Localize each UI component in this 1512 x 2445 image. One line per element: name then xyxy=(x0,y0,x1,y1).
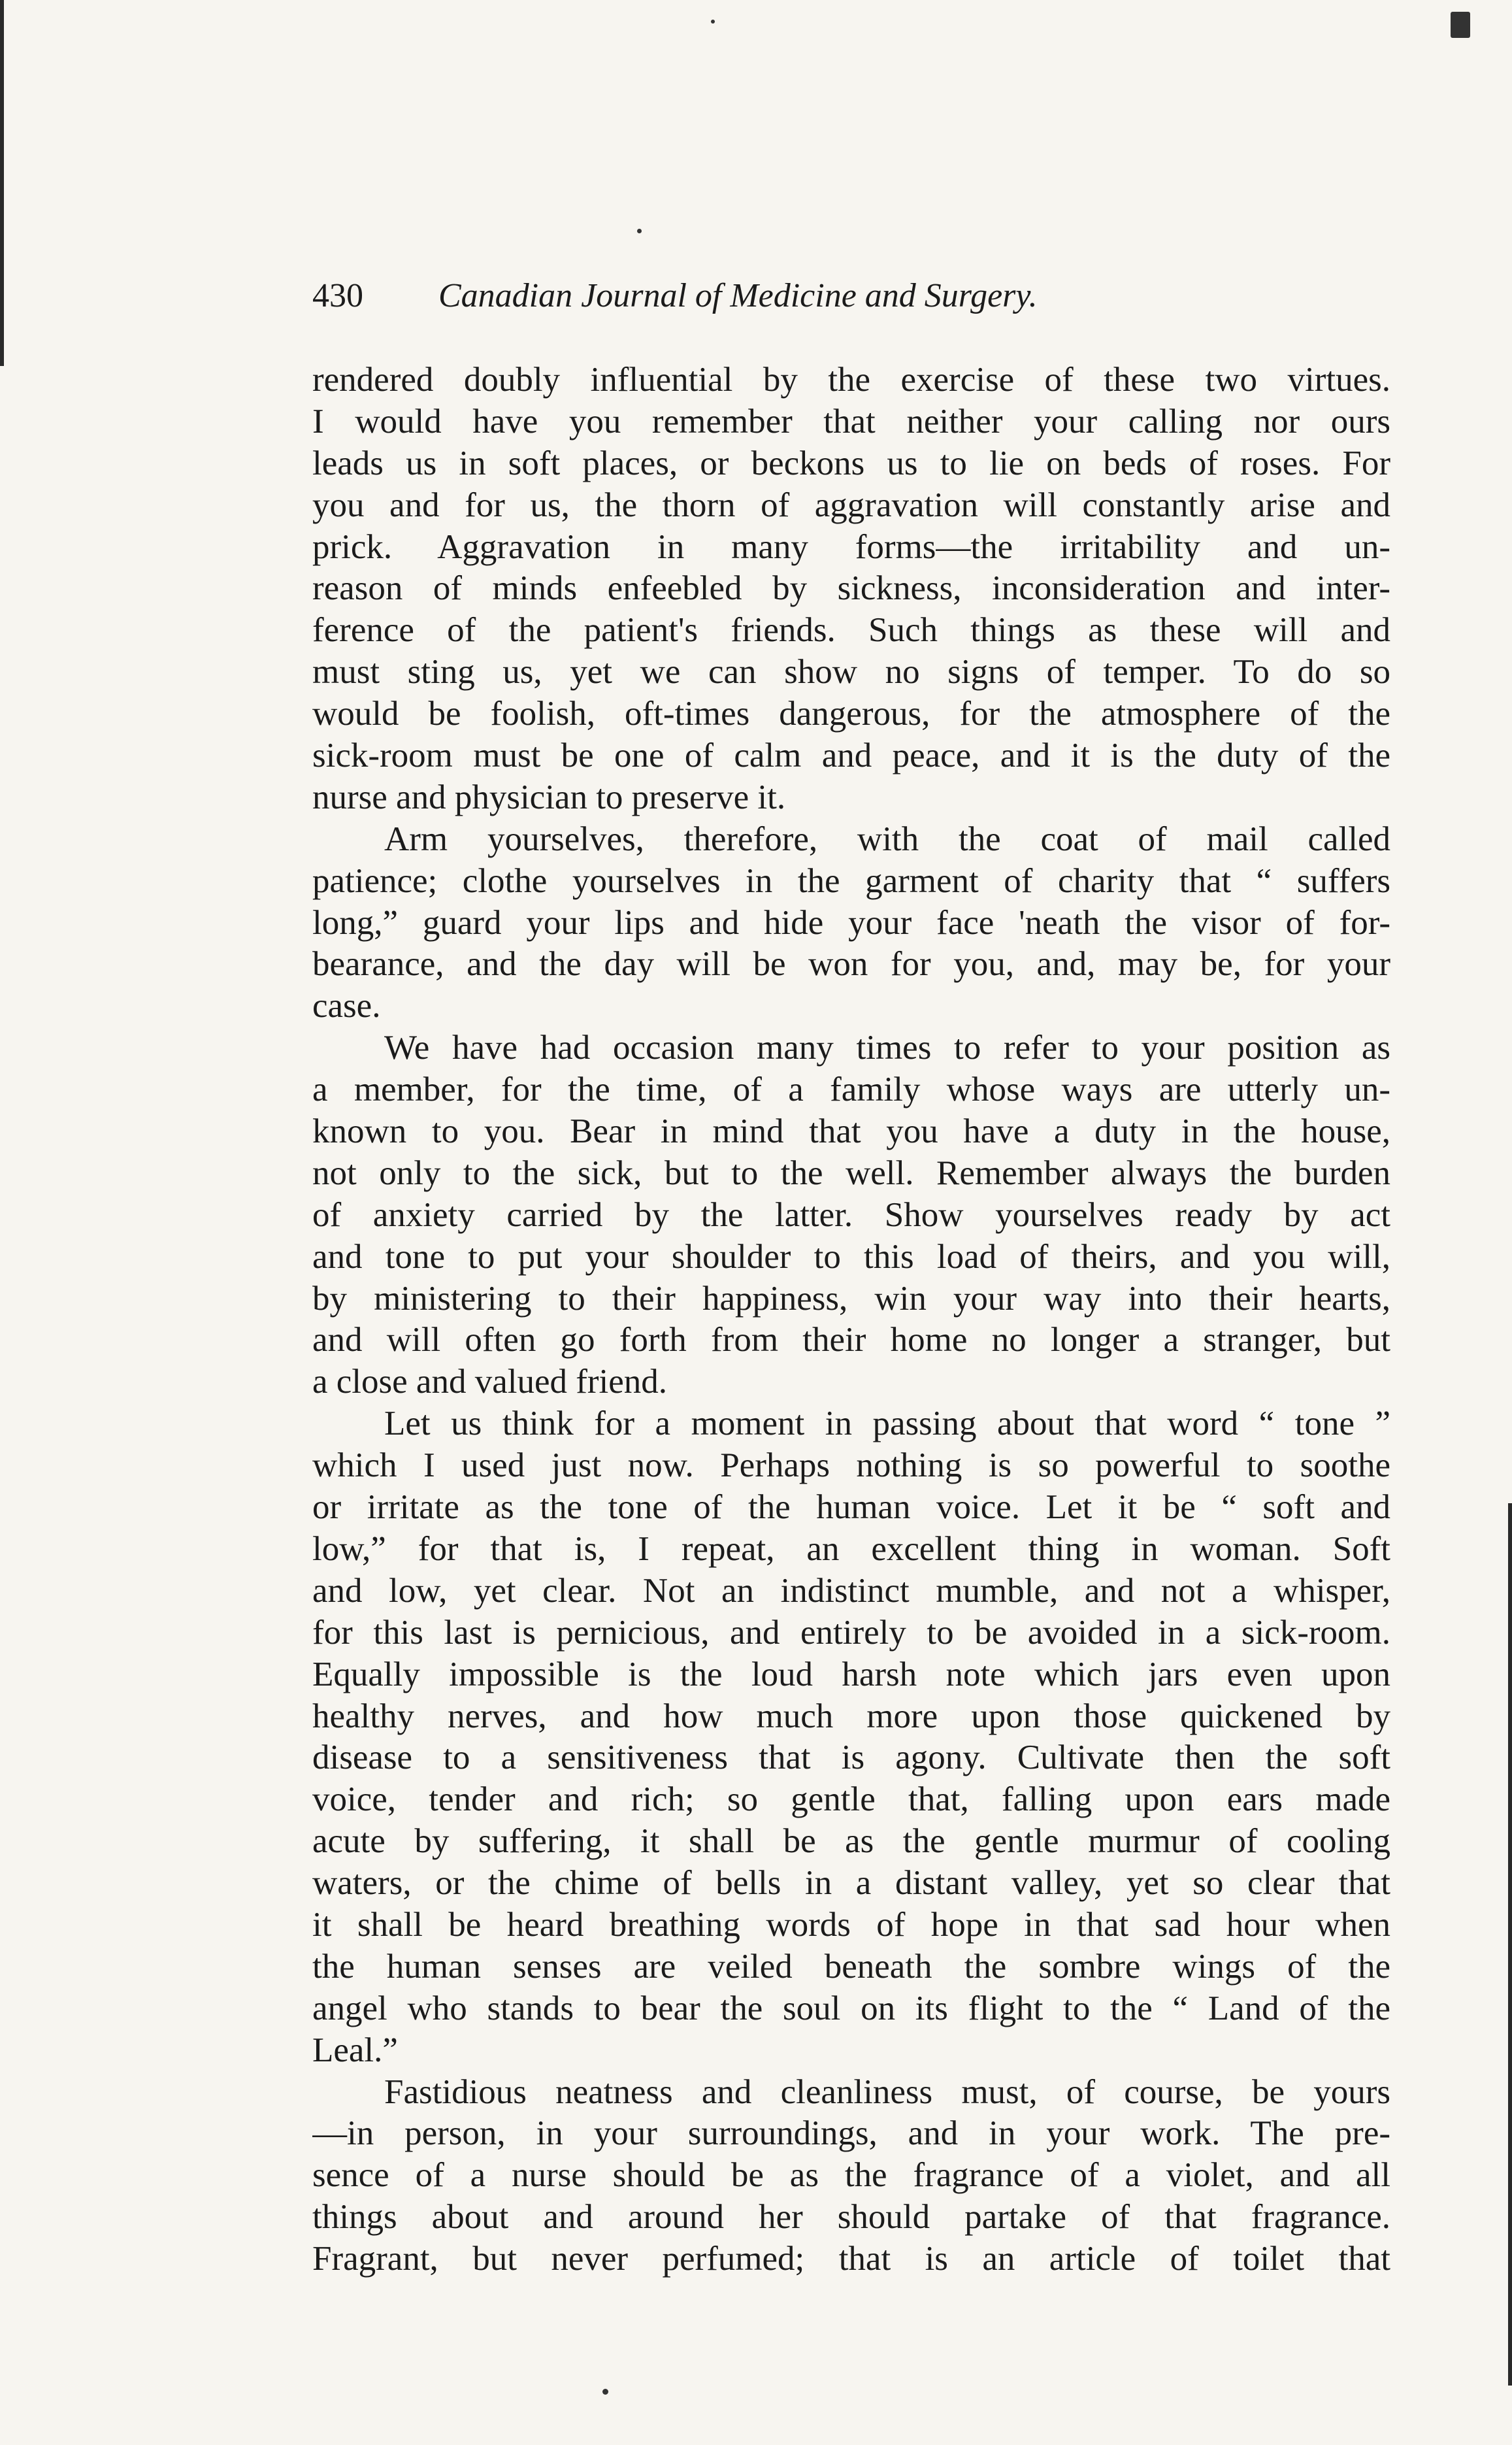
text-line: acute by suffering, it shall be as the gentle murmur of cooling xyxy=(312,1822,1390,1861)
text-line: a member, for the time, of a family whose ways are utterly un- xyxy=(312,1071,1390,1109)
text-line: of anxiety carried by the latter. Show yourselves ready by act xyxy=(312,1195,1390,1234)
text-line: nurse and physician to preserve it. xyxy=(312,778,786,816)
scan-speck xyxy=(637,229,642,233)
text-line: Fastidious neatness and cleanliness must, of course, be yours xyxy=(384,2072,1390,2111)
text-line: it shall be heard breathing words of hope in that sad hour when xyxy=(312,1905,1390,1944)
text-line: Leal.” xyxy=(312,2031,398,2069)
text-line: bearance, and the day will be won for you, and, may be, for your xyxy=(312,945,1390,984)
text-line: rendered doubly influential by the exercise of these two virtues. xyxy=(312,361,1390,399)
text-line: by ministering to their happiness, win your way into their hearts, xyxy=(312,1279,1390,1318)
text-line: and will often go forth from their home no longer a stranger, but xyxy=(312,1321,1390,1359)
text-line: Arm yourselves, therefore, with the coat of mail called xyxy=(384,820,1390,858)
text-line: case. xyxy=(312,987,381,1025)
text-line: not only to the sick, but to the well. Remember always the burden xyxy=(312,1154,1390,1192)
text-line: patience; clothe yourselves in the garment of charity that “ suffers xyxy=(312,861,1390,900)
scan-speck xyxy=(602,2389,608,2395)
page-number: 430 xyxy=(312,277,363,314)
text-line: leads us in soft places, or beckons us to lie on beds of roses. For xyxy=(312,444,1390,482)
text-line: sick-room must be one of calm and peace, and it is the duty of the xyxy=(312,737,1390,775)
text-line: angel who stands to bear the soul on its flight to the “ Land of the xyxy=(312,1989,1390,2027)
journal-title: Canadian Journal of Medicine and Surgery. xyxy=(438,277,1038,314)
scan-speck xyxy=(711,20,715,24)
text-line: things about and around her should partake of that fragrance. xyxy=(312,2198,1390,2237)
text-line: and tone to put your shoulder to this load of theirs, and you will, xyxy=(312,1237,1390,1276)
text-line: would be foolish, oft-times dangerous, for the atmosphere of the xyxy=(312,695,1390,733)
text-line: Let us think for a moment in passing about that word “ tone ” xyxy=(384,1405,1390,1443)
text-line: voice, tender and rich; so gentle that, falling upon ears made xyxy=(312,1780,1390,1819)
text-line: prick. Aggravation in many forms—the irritability and un- xyxy=(312,527,1390,566)
text-line: long,” guard your lips and hide your face 'neath the visor of for- xyxy=(312,903,1390,942)
text-line: the human senses are veiled beneath the sombre wings of the xyxy=(312,1947,1390,1986)
text-line: disease to a sensitiveness that is agony. Cultivate then the soft xyxy=(312,1738,1390,1777)
left-margin-scan-edge xyxy=(0,0,4,366)
text-line: known to you. Bear in mind that you have a duty in the house, xyxy=(312,1112,1390,1151)
text-line: ference of the patient's friends. Such things as these will and xyxy=(312,611,1390,650)
text-line: —in person, in your surroundings, and in your work. The pre- xyxy=(312,2114,1390,2153)
scan-speck xyxy=(1451,12,1470,38)
text-line: reason of minds enfeebled by sickness, inconsideration and inter- xyxy=(312,569,1390,608)
text-line: for this last is pernicious, and entirely to be avoided in a sick-room. xyxy=(312,1613,1390,1652)
text-line: I would have you remember that neither your calling nor ours xyxy=(312,402,1390,441)
body-text xyxy=(312,359,1390,2280)
running-head xyxy=(312,273,1390,319)
text-line: and low, yet clear. Not an indistinct mumble, and not a whisper, xyxy=(312,1571,1390,1610)
text-line: We have had occasion many times to refer to your position as xyxy=(384,1029,1390,1067)
text-line: which I used just now. Perhaps nothing is so powerful to soothe xyxy=(312,1446,1390,1485)
text-line: healthy nerves, and how much more upon those quickened by xyxy=(312,1697,1390,1735)
text-line: a close and valued friend. xyxy=(312,1363,668,1401)
text-line: Equally impossible is the loud harsh note which jars even upon xyxy=(312,1655,1390,1693)
text-line: low,” for that is, I repeat, an excellent thing in woman. Soft xyxy=(312,1529,1390,1568)
text-line: must sting us, yet we can show no signs of temper. To do so xyxy=(312,653,1390,691)
text-line: Fragrant, but never perfumed; that is an article of toilet that xyxy=(312,2240,1390,2278)
text-line: you and for us, the thorn of aggravation will constantly arise and xyxy=(312,486,1390,524)
right-margin-scan-edge xyxy=(1508,1503,1512,2386)
text-line: or irritate as the tone of the human voice. Let it be “ soft and xyxy=(312,1488,1390,1527)
text-line: waters, or the chime of bells in a distant valley, yet so clear that xyxy=(312,1864,1390,1903)
text-line: sence of a nurse should be as the fragrance of a violet, and all xyxy=(312,2156,1390,2195)
